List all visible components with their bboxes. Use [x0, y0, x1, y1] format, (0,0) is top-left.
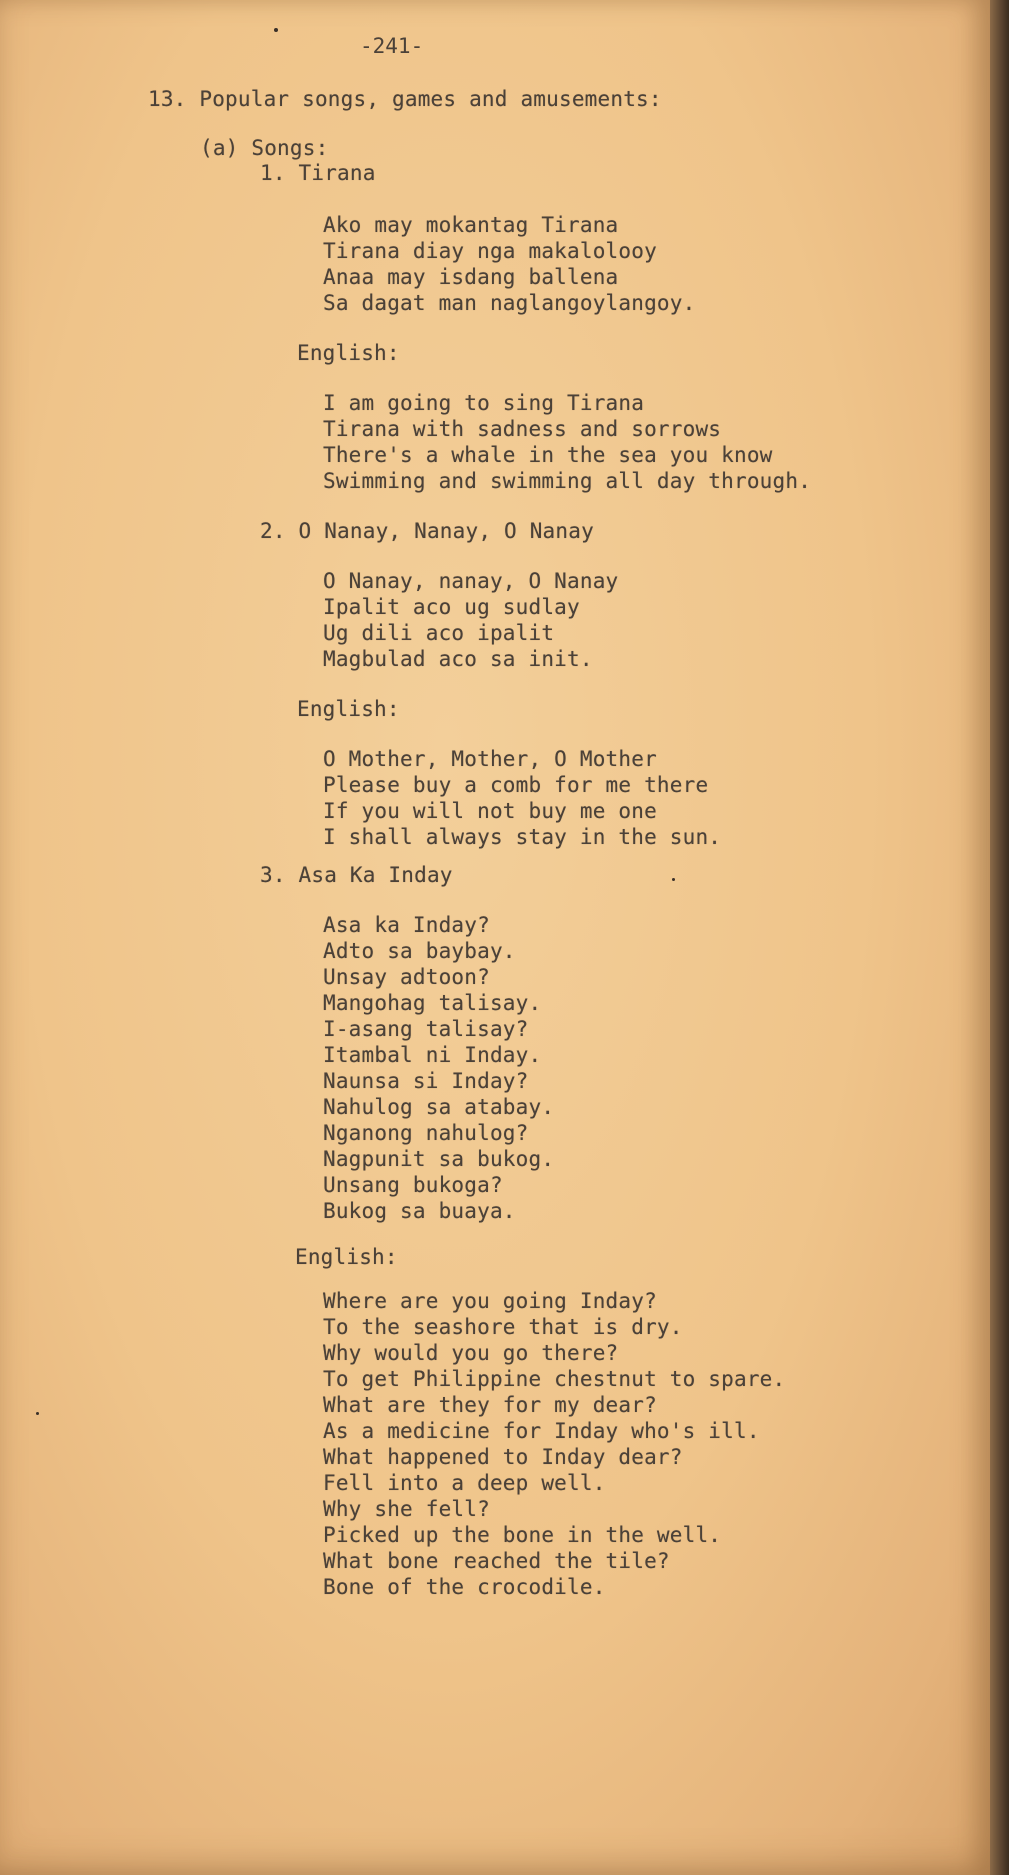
english-line: Picked up the bone in the well. — [323, 1523, 722, 1547]
english-line: I shall always stay in the sun. — [323, 825, 722, 849]
english-line: Fell into a deep well. — [323, 1471, 606, 1495]
english-line: Tirana with sadness and sorrows — [323, 417, 722, 441]
english-line: What bone reached the tile? — [323, 1549, 670, 1573]
song-title: 1. Tirana — [260, 161, 376, 185]
song-line: Asa ka Inday? — [323, 913, 490, 937]
english-line: As a medicine for Inday who's ill. — [323, 1419, 760, 1443]
song-title: 2. O Nanay, Nanay, O Nanay — [260, 519, 594, 543]
song-line: Anaa may isdang ballena — [323, 265, 619, 289]
song-line: Itambal ni Inday. — [323, 1043, 542, 1067]
paper-fleck — [36, 1412, 39, 1415]
english-line: There's a whale in the sea you know — [323, 443, 773, 467]
english-line: Please buy a comb for me there — [323, 773, 709, 797]
english-line: To get Philippine chestnut to spare. — [323, 1367, 786, 1391]
song-line: Tirana diay nga makalolooy — [323, 239, 657, 263]
english-line: O Mother, Mother, O Mother — [323, 747, 657, 771]
song-line: Bukog sa buaya. — [323, 1199, 516, 1223]
song-line: O Nanay, nanay, O Nanay — [323, 569, 619, 593]
song-line: Unsang bukoga? — [323, 1173, 503, 1197]
english-line: Why she fell? — [323, 1497, 490, 1521]
song-line: Nganong nahulog? — [323, 1121, 529, 1145]
song-line: Nahulog sa atabay. — [323, 1095, 555, 1119]
song-line: I-asang talisay? — [323, 1017, 529, 1041]
subsection-label: (a) Songs: — [200, 136, 329, 160]
song-line: Ipalit aco ug sudlay — [323, 595, 580, 619]
song-line: Ug dili aco ipalit — [323, 621, 555, 645]
paper-fleck — [274, 28, 278, 32]
song-line: Adto sa baybay. — [323, 939, 516, 963]
page-number: -241- — [360, 34, 424, 58]
book-binding-edge — [990, 0, 1009, 1875]
section-heading: 13. Popular songs, games and amusements: — [148, 87, 662, 111]
english-label: English: — [295, 1245, 398, 1269]
english-line: Why would you go there? — [323, 1341, 619, 1365]
english-line: What are they for my dear? — [323, 1393, 657, 1417]
english-line: I am going to sing Tirana — [323, 391, 645, 415]
english-line: Swimming and swimming all day through. — [323, 469, 812, 493]
english-line: Bone of the crocodile. — [323, 1575, 606, 1599]
song-line: Sa dagat man naglangoylangoy. — [323, 291, 696, 315]
english-line: If you will not buy me one — [323, 799, 657, 823]
song-line: Magbulad aco sa init. — [323, 647, 593, 671]
song-line: Unsay adtoon? — [323, 965, 490, 989]
english-line: To the seashore that is dry. — [323, 1315, 683, 1339]
english-line: What happened to Inday dear? — [323, 1445, 683, 1469]
song-line: Ako may mokantag Tirana — [323, 213, 619, 237]
english-label: English: — [297, 697, 400, 721]
song-line: Mangohag talisay. — [323, 991, 542, 1015]
paper-fleck — [672, 878, 675, 881]
song-title: 3. Asa Ka Inday — [260, 863, 453, 887]
song-line: Naunsa si Inday? — [323, 1069, 529, 1093]
song-line: Nagpunit sa bukog. — [323, 1147, 555, 1171]
english-line: Where are you going Inday? — [323, 1289, 657, 1313]
english-label: English: — [297, 341, 400, 365]
